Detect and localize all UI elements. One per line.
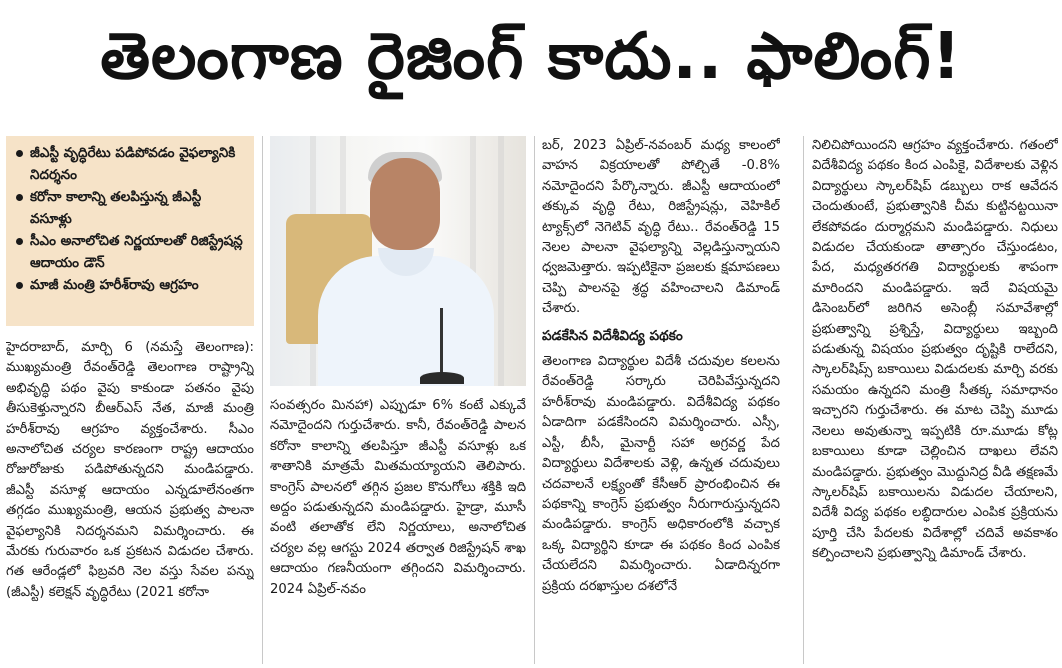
column-divider (262, 136, 263, 664)
body-text: తెలంగాణ విద్యార్థుల విదేశీ చదువుల కలలను రేవంత్‌రెడ్డి సర్కారు చెరిపివేస్తున్నదని హరీశ్‌రావు మండిపడ్డారు. విదేశీవిద్య పథకం ఏడాదిగా పడకేసిందని విమర్శించారు. ఎస్సీ, ఎస్టీ, బీసీ, మైనార్టీ సహా అగ్రవర్ణ పేద విద్యార్థులు విదేశాలకు వెళ్లి, ఉన్నత చదువులు చదవాలనే లక్ష్యంతో కేసీఆర్ ప్రారంభించిన ఈ పథకాన్ని కాంగ్రెస్ ప్రభుత్వం నీరుగారుస్తున్నదని మండిపడ్డారు. కాంగ్రెస్ అధికారంలోకి వచ్చాక ఒక్క విద్యార్థిని కూడా ఈ పథకం కింద ఎంపిక చేయలేదని విమర్శించారు. ఏడాదిన్నరగా ప్రక్రియ దరఖాస్తుల దశలోనే (542, 354, 780, 594)
headline: తెలంగాణ రైజింగ్ కాదు.. ఫాలింగ్! (100, 19, 962, 94)
microphone-icon (440, 308, 443, 378)
column-divider (534, 136, 535, 664)
body-text: బర్, 2023 ఏప్రిల్-నవంబర్ మధ్య కాలంలో వాహన విక్రయాలతో పోల్చితే -0.8% నమోదైందని పేర్కొన్నారు. జీఎస్టీ ఆదాయంలో తక్కువ వృద్ధి రేటు, రిజిస్ట్రేషన్లు, వెహికిల్ ట్యాక్స్‌లో నెగెటివ్ వృద్ధి రేటు.. రేవంత్‌రెడ్డి 15 నెలల పాలనా వైఫల్యాన్ని వెల్లడిస్తున్నాయని ధ్వజమెత్తారు. ఇప్పటికైనా ప్రజలకు క్షమాపణలు చెప్పి పాలనపై శ్రద్ధ వహించాలని డిమాండ్ చేశారు. (542, 138, 780, 317)
article-column-4 (812, 136, 1058, 666)
article-column-3 (542, 136, 780, 666)
speaker-photo (270, 136, 526, 386)
column-divider (803, 136, 804, 664)
body-text: నిలిచిపోయిందని ఆగ్రహం వ్యక్తంచేశారు. గతంలో విదేశీవిద్య పథకం కింద ఎంపికై, విదేశాలకు వెళ్లిన విద్యార్థులు స్కాలర్‌షిప్ డబ్బులు రాక ఆవేదన చెందుతుంటే, ప్రభుత్వానికి చీమ కుట్టినట్టయినా లేకపోవడం దుర్మార్గమని మండిపడ్డారు. నిధులు విడుదల చేయకుండా తాత్సారం చేస్తుండటం, పేద, మధ్యతరగతి విద్యార్థులకు శాపంగా మారిందని మండిపడ్డారు. ఇదే విషయమై డిసెంబర్‌లో జరిగిన అసెంబ్లీ సమావేశాల్లో ప్రభుత్వాన్ని ప్రశ్నిస్తే, విద్యార్థులు ఇబ్బంది పడుతున్న విషయం ప్రభుత్వం దృష్టికి రాలేదని, స్కాలర్‌షిప్స్ బకాయిలు విడుదలకు మార్చి వరకు సమయం ఉన్నదని మంత్రి సీతక్క సమాధానం ఇచ్చారని గుర్తుచేశారు. ఈ మాట చెప్పి మూడు నెలలు అవుతున్నా ఇప్పటికి రూ.మూడు కోట్ల బకాయిలు కూడా చెల్లించిన దాఖలు లేవని మండిపడ్డారు. ప్రభుత్వం మొద్దునిద్ర వీడి తక్షణమే స్కాలర్‌షిప్ బకాయిలను విడుదల చేయాలని, విదేశీ విద్య పథకం లబ్ధిదారుల ఎంపిక ప్రక్రియను పూర్తి చేసి పేదలకు విదేశాల్లో చదివే అవకాశం కల్పించాలని ప్రభుత్వాన్ని డిమాండ్ చేశారు. (812, 138, 1058, 562)
highlights-box (6, 136, 254, 326)
highlight-item: కరోనా కాలాన్ని తలపిస్తున్న జీఎస్టీ వసూళ్లు (14, 186, 246, 230)
highlight-item: సీఎం అనాలోచిత నిర్ణయాలతో రిజిస్ట్రేషన్ల ఆదాయం డౌన్ (14, 230, 246, 274)
highlight-item: మాజీ మంత్రి హరీశ్‌రావు ఆగ్రహం (14, 274, 246, 296)
article-column-1 (6, 136, 254, 666)
body-text: సంవత్సరం మినహా) ఎప్పుడూ 6% కంటే ఎక్కువే నమోదైందని గుర్తుచేశారు. కానీ, రేవంత్‌రెడ్డి పాలన కరోనా కాలాన్ని తలపిస్తూ జీఎస్టీ వసూళ్లు ఒక శాతానికి మాత్రమే మితమయ్యాయని తెలిపారు. కాంగ్రెస్ పాలనలో తగ్గిన ప్రజల కొనుగోలు శక్తికి ఇది అద్దం పడుతున్నదని మండిపడ్డారు. హైడ్రా, మూసీ వంటి తలాతోక లేని నిర్ణయాలు, అనాలోచిత చర్యల వల్ల ఆగస్టు 2024 తర్వాత రిజిస్ట్రేషన్ శాఖ ఆదాయం గణనీయంగా తగ్గిందని విమర్శించారు. 2024 ఏప్రిల్-నవం (270, 398, 526, 597)
article-column-2 (270, 136, 526, 666)
body-text: హైదరాబాద్, మార్చి 6 (నమస్తే తెలంగాణ): ముఖ్యమంత్రి రేవంత్‌రెడ్డి తెలంగాణ రాష్ట్రాన్ని అభివృద్ధి పథం వైపు కాకుండా పతనం వైపు తీసుకెళ్తున్నారని బీఆర్‌ఎస్ నేత, మాజీ మంత్రి హరీశ్‌రావు ఆగ్రహం వ్యక్తంచేశారు. సీఎం అనాలోచిత చర్యల కారణంగా రాష్ట్ర ఆదాయం రోజురోజుకు పడిపోతున్నదని మండిపడ్డారు. జీఎస్టీ వసూళ్ల ఆదాయం ఎన్నడూలేనంతగా తగ్గడం ముఖ్యమంత్రి, ఆయన ప్రభుత్వ పాలనా వైఫల్యానికి నిదర్శనమని విమర్శించారు. ఈ మేరకు గురువారం ఒక ప్రకటన విడుదల చేశారు. గత ఆరేండ్లలో ఫిబ్రవరి నెల వస్తు సేవల పన్ను (జీఎస్టీ) కలెక్షన్ వృద్ధిరేటు (2021 కరోనా (6, 340, 254, 600)
highlight-item: జీఎస్టీ వృద్ధిరేటు పడిపోవడం వైఫల్యానికి నిదర్శనం (14, 142, 246, 186)
section-subheading: పడకేసిన విదేశీవిద్య పథకం (542, 327, 683, 344)
